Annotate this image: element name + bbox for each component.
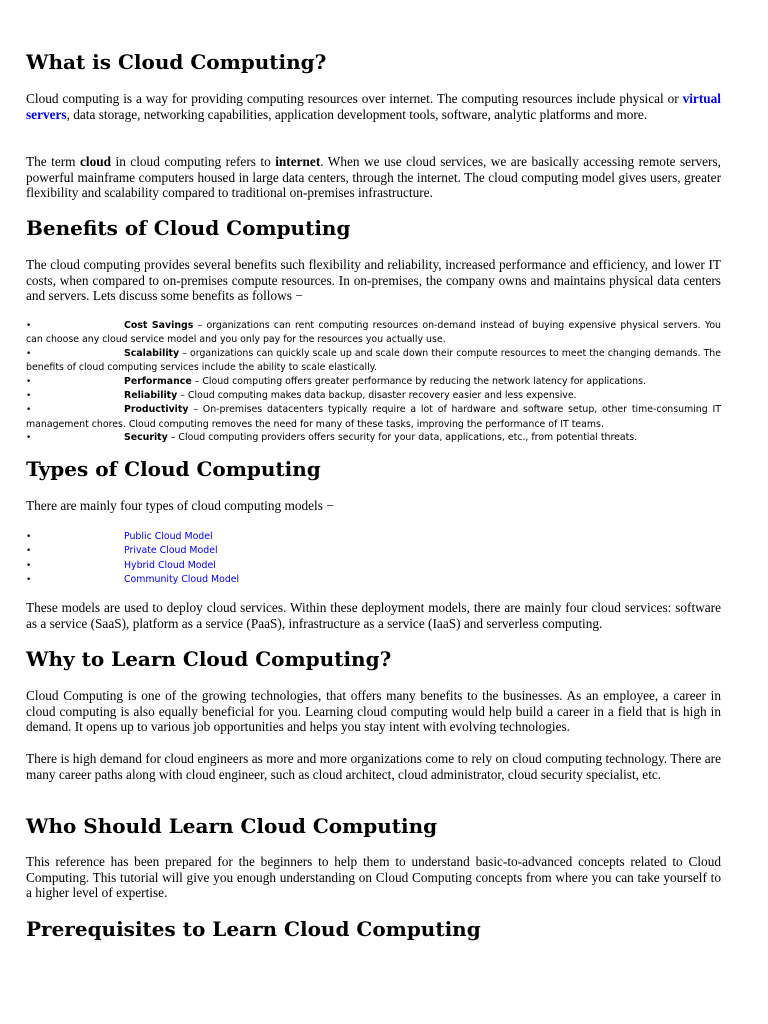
list-item	[26, 375, 721, 389]
private-cloud-model-link[interactable]: Private Cloud Model	[124, 545, 218, 557]
list-item	[26, 559, 721, 573]
bullet-icon: •	[26, 433, 32, 444]
heading-what-is-cloud-computing: What is Cloud Computing?	[26, 50, 327, 74]
heading-benefits: Benefits of Cloud Computing	[26, 216, 351, 240]
paragraph-why-1: Cloud Computing is one of the growing technologies, that offers many benefits to the businesses. As an employee, a career in cloud computing is also equally beneficial for you. Learning cloud computing would help build a career in a field that is high in demand. It opens up to various job opportunities and helps you stay intent with evolving technologies.	[26, 688, 721, 735]
list-item	[26, 431, 721, 445]
paragraph-who-1: This reference has been prepared for the beginners to help them to understand basic-to-advanced concepts related to Cloud Computing. This tutorial will give you enough understanding on Cloud Computing concepts from where you can take yourself to a higher level of expertise.	[26, 854, 721, 901]
bullet-icon: •	[26, 391, 32, 402]
list-item-text: – Cloud computing providers offers security for your data, applications, etc., from potential threats.	[167, 432, 638, 444]
paragraph-what-2	[26, 154, 721, 201]
paragraph-benefits-intro: The cloud computing provides several benefits such flexibility and reliability, increased performance and efficiency, and lower IT costs, when compared to on-premises compute resources. In on-premises, the company owns and maintains physical data centers and servers. Lets discuss some benefits as follows −	[26, 257, 721, 304]
bullet-icon: •	[26, 321, 32, 331]
community-cloud-model-link[interactable]: Community Cloud Model	[124, 574, 240, 586]
bullet-icon: •	[26, 376, 32, 387]
virtual-servers-link[interactable]: virtual servers	[26, 91, 721, 122]
heading-types: Types of Cloud Computing	[26, 457, 321, 481]
text-span: . When we use cloud services, we are basically accessing remote servers, powerful mainframe computers housed in large data centers, through the internet. The cloud computing model gives users, greater flexibility and scalability compared to traditional on-premises infrastructure.	[26, 154, 721, 201]
list-item	[26, 544, 721, 558]
list-item-text: – organizations can rent computing resources on-demand instead of buying expensive physical servers. You can choose any cloud service model and you only pay for the resources you actually use.	[26, 320, 721, 346]
list-item-text: – organizations can quickly scale up and scale down their compute resources to meet the changing demands. The benefits of cloud computing services include the ability to scale elastically.	[26, 347, 721, 374]
list-item-title: Productivity	[124, 404, 189, 416]
heading-why-learn: Why to Learn Cloud Computing?	[26, 647, 392, 671]
list-item-title: Performance	[124, 375, 192, 387]
list-item	[26, 389, 721, 403]
bullet-icon: •	[26, 546, 32, 557]
text-span: The term	[26, 154, 80, 169]
bullet-icon: •	[26, 348, 32, 359]
paragraph-what-1	[26, 91, 721, 122]
benefits-list	[26, 319, 721, 446]
text-span: , data storage, networking capabilities, application development tools, software, analytic platforms and more.	[66, 106, 648, 122]
list-item	[26, 347, 721, 375]
list-item-title: Security	[124, 432, 168, 444]
public-cloud-model-link[interactable]: Public Cloud Model	[124, 531, 213, 542]
paragraph-types-intro: There are mainly four types of cloud computing models −	[26, 498, 334, 513]
list-item-text: – Cloud computing offers greater performance by reducing the network latency for applications.	[191, 375, 646, 387]
list-item-title: Scalability	[124, 347, 180, 359]
list-item	[26, 319, 721, 347]
bullet-icon: •	[26, 575, 32, 586]
bullet-icon: •	[26, 405, 32, 416]
heading-prerequisites: Prerequisites to Learn Cloud Computing	[26, 917, 481, 941]
heading-who-should-learn: Who Should Learn Cloud Computing	[26, 814, 438, 838]
list-item	[26, 530, 721, 544]
text-span: Cloud computing is a way for providing computing resources over internet. The computing resources include physical or	[26, 91, 683, 106]
list-item-text: – On-premises datacenters typically require a lot of hardware and software setup, other time-consuming IT management chores. Cloud computing removes the need for many of these tasks, improving the performance of IT teams.	[26, 404, 721, 430]
paragraph-types-outro: These models are used to deploy cloud services. Within these deployment models, there are mainly four cloud services: software as a service (SaaS), platform as a service (PaaS), infrastructure as a service (IaaS) and serverless computing.	[26, 600, 721, 631]
list-item-text: – Cloud computing makes data backup, disaster recovery easier and less expensive.	[177, 390, 577, 402]
list-item	[26, 403, 721, 431]
bullet-icon: •	[26, 560, 32, 571]
bullet-icon: •	[26, 532, 32, 542]
bold-term-cloud: cloud	[79, 154, 112, 169]
list-item-title: Reliability	[124, 390, 178, 402]
bold-term-internet: internet	[275, 154, 321, 169]
text-span: in cloud computing refers to	[111, 154, 276, 169]
list-item-title: Cost Savings	[124, 320, 194, 331]
list-item	[26, 573, 721, 587]
types-list	[26, 530, 721, 588]
paragraph-why-2: There is high demand for cloud engineers as more and more organizations come to rely on cloud computing technology. There are many career paths along with cloud engineer, such as cloud architect, cloud administrator, cloud security specialist, etc.	[26, 751, 721, 782]
hybrid-cloud-model-link[interactable]: Hybrid Cloud Model	[124, 559, 216, 571]
